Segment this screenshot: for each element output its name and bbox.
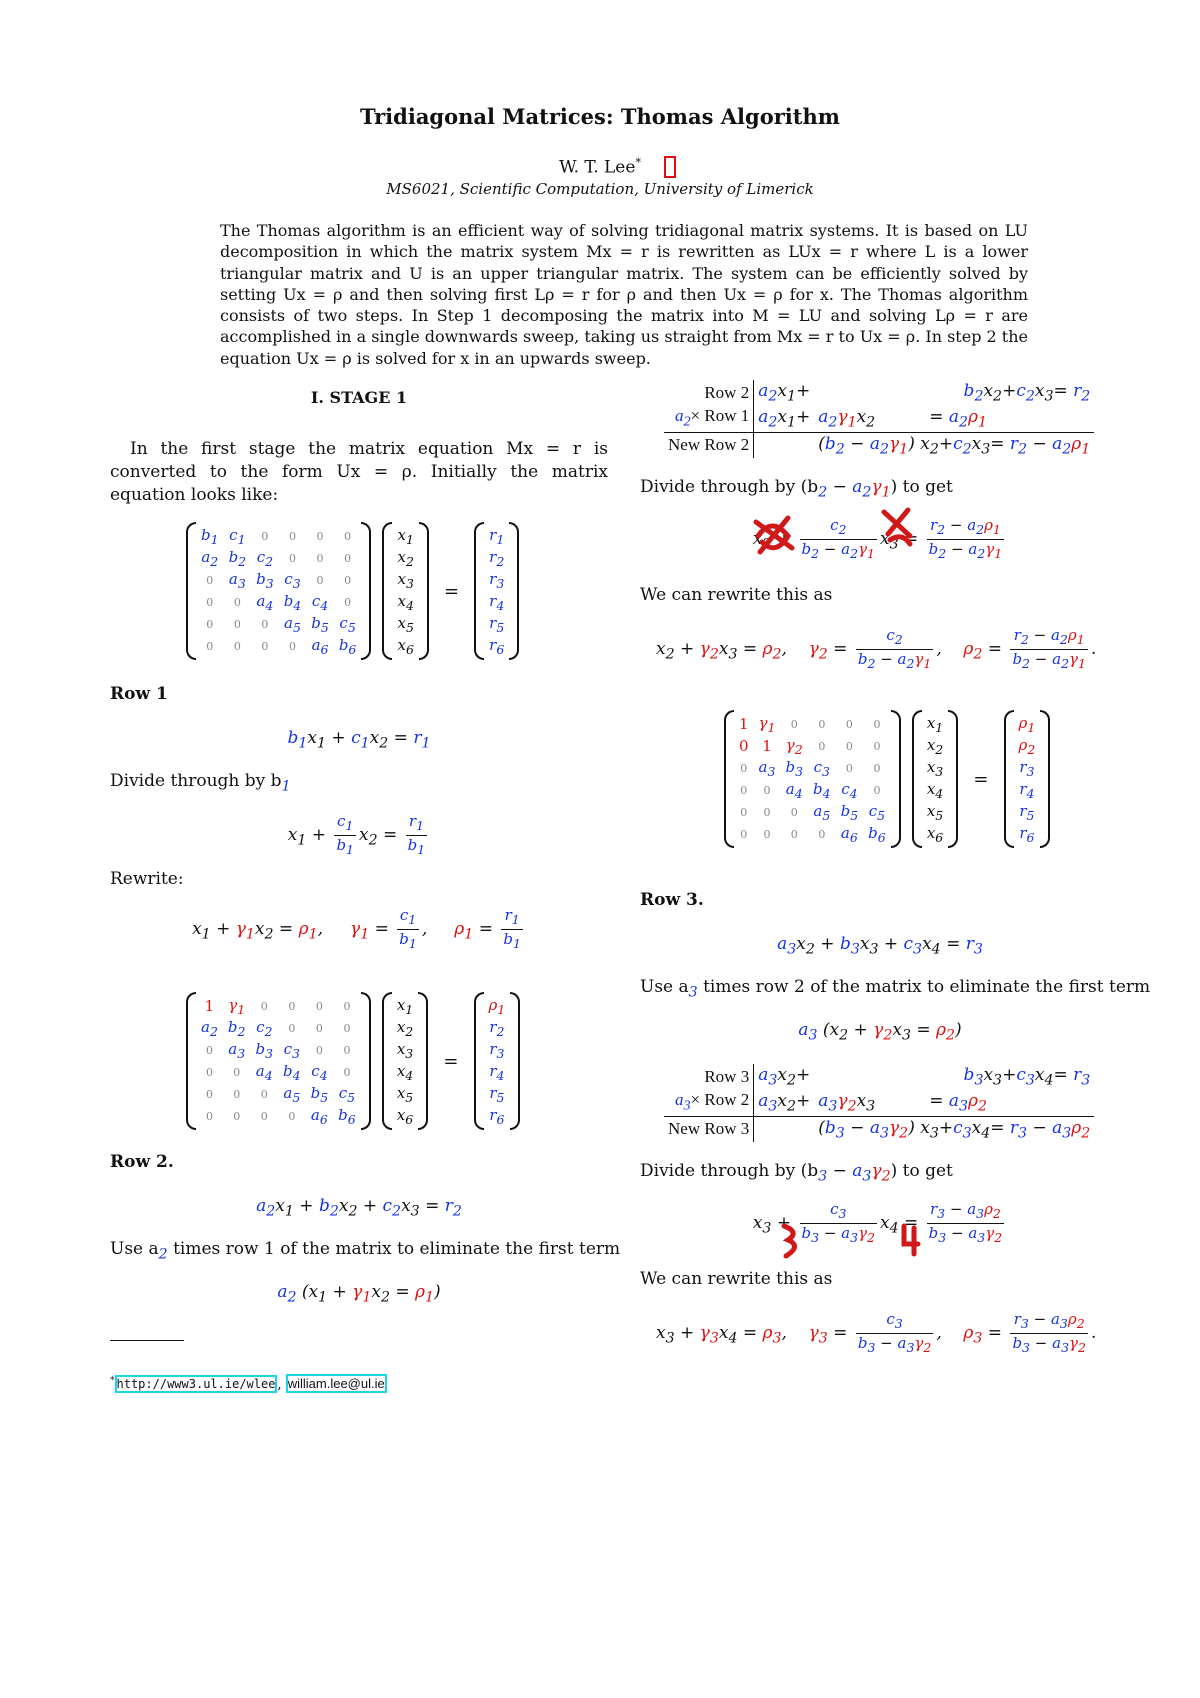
row3-equation: $a_3x_2 + b_3x_3 + c_3x_4 = r_3$ xyxy=(777,934,983,958)
row2-divided-equation: $x_2$ + $\frac{c_2}{b_2 - a_2\gamma_1}$ $x_3$ = $\frac{r_2 - a_2\rho_1}{b_2 - a_2\gamma_1}$ xyxy=(752,516,1003,561)
red-scribble-annotation xyxy=(778,1222,808,1260)
footnote: * http://www3.ul.ie/wlee , william.lee@ul.ie xyxy=(110,1376,385,1393)
red-scribble-annotation xyxy=(752,512,798,558)
footnote-rule xyxy=(110,1340,184,1341)
row1-divided-equation: $x_1$ + $\frac{c_1}{b_1}$ $x_2$ = $\frac{r_1}{b_1}$ xyxy=(287,812,426,857)
footnote-link-box[interactable] xyxy=(664,156,676,178)
row3-heading: Row 3. xyxy=(640,890,704,910)
row1-heading: Row 1 xyxy=(110,684,168,704)
intro-paragraph: In the first stage the matrix equation Mx = r is converted to the form Ux = ρ. Initially the matrix equation looks like: xyxy=(110,439,608,505)
author-name: W. T. Lee xyxy=(559,157,636,178)
red-scribble-annotation xyxy=(898,1222,924,1258)
row3-divided-equation: $x_3$ + $\frac{c_3}{b_3 - a_3\gamma_2}$ $x_4$ = $\frac{r_3 - a_3\rho_2}{b_3 - a_3\gamma_2}$ xyxy=(752,1200,1003,1245)
a2-times-row1: $a_2$ $(x_1 + \gamma_1x_2 = \rho_1)$ xyxy=(277,1282,441,1306)
row2-elimination-table: Row 2 $a_2x_1+$ $b_2x_2+c_2x_3= r_2$ $a_2\times$ Row 1 $a_2x_1+$ $a_2\gamma_1x_2$ = $a_2\rho_1$ New Row 2 $(b_2 - a_2\gamma_1)$ $x_2+c_2x_3= r_2 - a_2\rho_1$ xyxy=(664,380,1094,458)
footnote-mark: * xyxy=(110,1376,115,1386)
matrix-equation-initial: $b_1$ $c_1$ 0 0 0 0 $a_2$ $b_2$ $c_2$ 0 0 0 0 $a_3$ $b_3$ $c_3$ 0 0 0 0 $a_4$ $b_4$ $c_4$ 0 0 0 0 $a_5$ $b_5$ $c_5$ 0 0 0 0 $a_6$ $b_6$ $x_1$ $x_2$ $x_3$ $x_4$ $x_5$ $x_6$ = $r_1$ $r_2$ $r_3$ $r_4$ $r_5$ $r_6$ xyxy=(186,522,519,660)
row2-heading: Row 2. xyxy=(110,1152,174,1172)
paper-title: Tridiagonal Matrices: Thomas Algorithm xyxy=(360,104,840,129)
gamma1-rho1-definitions: $x_1 + \gamma_1x_2 = \rho_1$, $\gamma_1$ = $\frac{c_1}{b_1}$ , $\rho_1$ = $\frac{r_1}{b_1}$ xyxy=(192,906,521,951)
row2-equation: $a_2x_1 + b_2x_2 + c_2x_3 = r_2$ xyxy=(256,1196,462,1220)
rewrite-label: Rewrite: xyxy=(110,869,184,889)
author-footnote-mark[interactable]: * xyxy=(635,156,641,169)
author-line xyxy=(0,156,1200,178)
rewrite-as-text: We can rewrite this as xyxy=(640,585,833,605)
email-link[interactable]: william.lee@ul.ie xyxy=(287,1376,385,1392)
red-scribble-annotation xyxy=(880,506,916,550)
divide-row3-text: Divide through by $(b_3 - a_3\gamma_2)$ to get xyxy=(640,1161,953,1185)
matrix-equation-after-row2: 1 $\gamma_1$ 0 0 0 0 0 1 $\gamma_2$ 0 0 0 0 $a_3$ $b_3$ $c_3$ 0 0 0 0 $a_4$ $b_4$ $c_4$ 0 0 0 0 $a_5$ $b_5$ $c_5$ 0 0 0 0 $a_6$ $b_6$ $x_1$ $x_2$ $x_3$ $x_4$ $x_5$ $x_6$ = $\rho_1$ $\rho_2$ $r_3$ $r_4$ $r_5$ $r_6$ xyxy=(724,710,1050,848)
gamma2-rho2-definitions: $x_2 + \gamma_2x_3 = \rho_2$, $\gamma_2$ = $\frac{c_2}{b_2 - a_2\gamma_1}$ , $\rho_2$ = $\frac{r_2 - a_2\rho_1}{b_2 - a_2\gamma_1}$ . xyxy=(656,626,1097,671)
homepage-link[interactable]: http://www3.ul.ie/wlee xyxy=(116,1377,276,1392)
rewrite-as-text-2: We can rewrite this as xyxy=(640,1269,833,1289)
abstract: The Thomas algorithm is an efficient way of solving tridiagonal matrix systems. It is based on LU decomposition in which the matrix system Mx = r is rewritten as LUx = r where L is a lower triangular matrix and U is an upper triangular matrix. The system can be efficiently solved by setting Ux = ρ and then solving first Lρ = r for ρ and then Ux = ρ for x. The Thomas algorithm consists of two steps. In Step 1 decomposing the matrix into M = LU and solving Lρ = r are accomplished in a single downwards sweep, taking us straight from Mx = r to Ux = ρ. In step 2 the equation Ux = ρ is solved for x in an upwards sweep. xyxy=(220,221,1029,368)
divide-row2-text: Divide through by $(b_2 - a_2\gamma_1)$ to get xyxy=(640,477,953,501)
row1-equation: $b_1x_1 + c_1x_2 = r_1$ xyxy=(287,728,431,752)
gamma3-rho3-definitions: $x_3 + \gamma_3x_4 = \rho_3$, $\gamma_3$ = $\frac{c_3}{b_3 - a_3\gamma_2}$ , $\rho_3$ = $\frac{r_3 - a_3\rho_2}{b_3 - a_3\gamma_2}$ . xyxy=(656,1310,1097,1355)
matrix-equation-after-row1: 1 $\gamma_1$ 0 0 0 0 $a_2$ $b_2$ $c_2$ 0 0 0 0 $a_3$ $b_3$ $c_3$ 0 0 0 0 $a_4$ $b_4$ $c_4$ 0 0 0 0 $a_5$ $b_5$ $c_5$ 0 0 0 0 $a_6$ $b_6$ $x_1$ $x_2$ $x_3$ $x_4$ $x_5$ $x_6$ = $\rho_1$ $r_2$ $r_3$ $r_4$ $r_5$ $r_6$ xyxy=(186,992,520,1130)
use-a2-text: Use $a_2$ times row 1 of the matrix to eliminate the first term xyxy=(110,1239,621,1263)
a3-times-row2: $a_3$ $(x_2 + \gamma_2x_3 = \rho_2)$ xyxy=(798,1020,962,1044)
divide-b1-text: Divide through by $b_1$ xyxy=(110,771,291,795)
row3-elimination-table: Row 3 $a_3x_2+$ $b_3x_3+c_3x_4= r_3$ $a_3\times$ Row 2 $a_3x_2+$ $a_3\gamma_2x_3$ = $a_3\rho_2$ New Row 3 $(b_3 - a_3\gamma_2)$ $x_3+c_3x_4= r_3 - a_3\rho_2$ xyxy=(664,1064,1094,1142)
section-heading: I. STAGE 1 xyxy=(310,388,408,407)
affiliation: MS6021, Scientific Computation, University of Limerick xyxy=(386,180,814,198)
use-a3-text: Use $a_3$ times row 2 of the matrix to eliminate the first term xyxy=(640,977,1151,1001)
